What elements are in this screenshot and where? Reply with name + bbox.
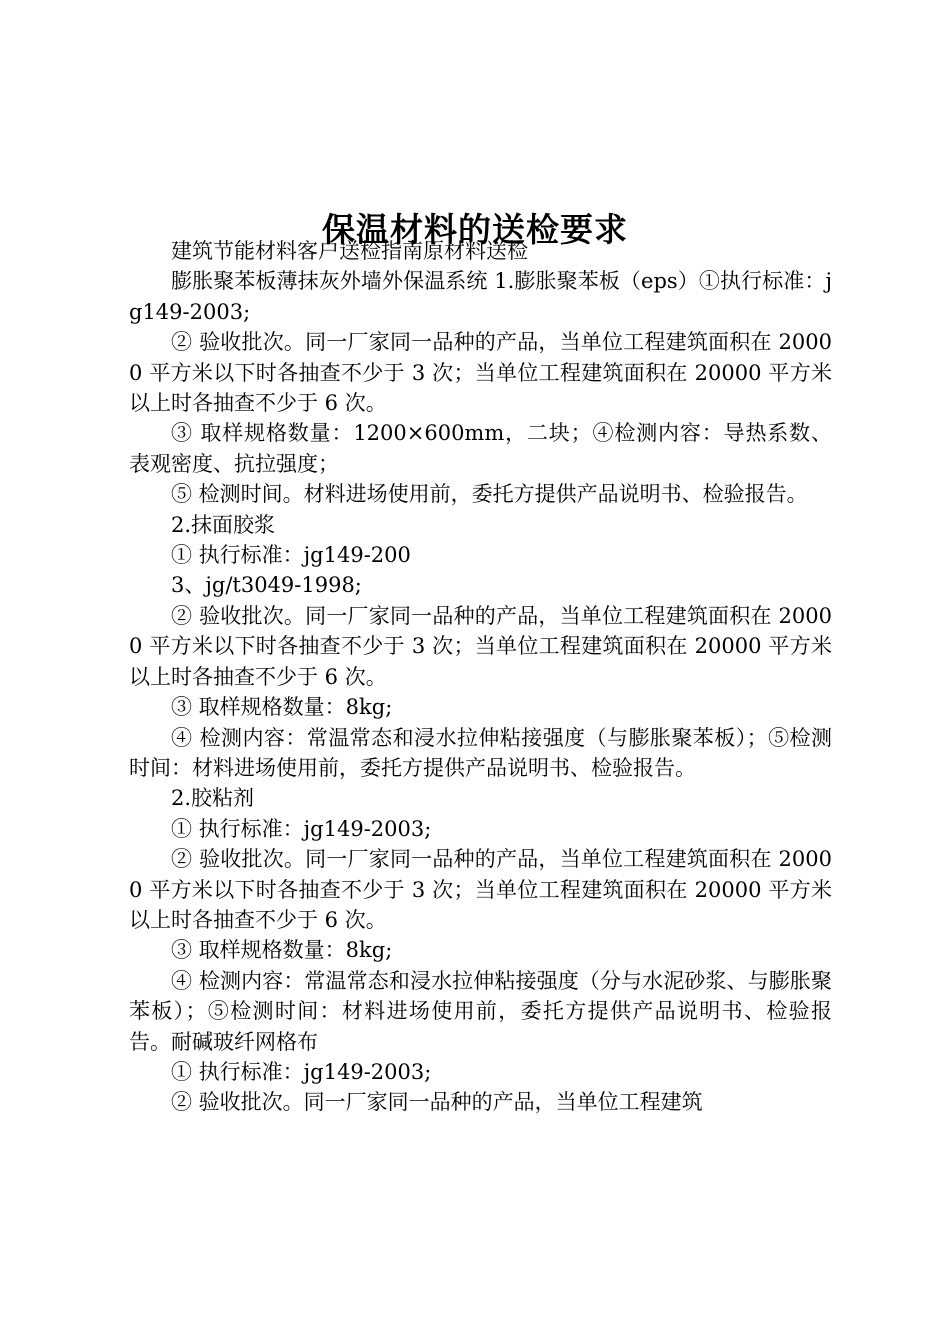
paragraph: ③ 取样规格数量：1200×600mm，二块；④检测内容：导热系数、表观密度、抗拉强度； <box>129 421 832 476</box>
paragraph: ③ 取样规格数量：8kg; <box>171 938 393 963</box>
document-title: 保温材料的送检要求 <box>322 210 628 250</box>
paragraph: ④ 检测内容：常温常态和浸水拉伸粘接强度（与膨胀聚苯板）；⑤检测时间：材料进场使用前，委托方提供产品说明书、检验报告。 <box>129 725 832 780</box>
paragraph: ② 验收批次。同一厂家同一品种的产品，当单位工程建筑 <box>171 1090 703 1115</box>
paragraph: 膨胀聚苯板薄抹灰外墙外保温系统 1.膨胀聚苯板（eps）①执行标准：jg149-2003; <box>129 269 832 324</box>
paragraph: 3、jg/t3049-1998; <box>171 573 362 598</box>
paragraph: ④ 检测内容：常温常态和浸水拉伸粘接强度（分与水泥砂浆、与膨胀聚苯板）；⑤检测时间：材料进场使用前，委托方提供产品说明书、检验报告。耐碱玻纤网格布 <box>129 968 832 1054</box>
paragraph: 建筑节能材料客户送检指南原材料送检 <box>171 239 528 263</box>
paragraph: 2.抹面胶浆 <box>171 512 276 537</box>
paragraph: ② 验收批次。同一厂家同一品种的产品，当单位工程建筑面积在 20000 平方米以下时各抽查不少于 3 次；当单位工程建筑面积在 20000 平方米以上时各抽查不少于 6 次。 <box>129 330 832 416</box>
document-body <box>129 236 832 1118</box>
paragraph: 2.胶粘剂 <box>171 786 255 811</box>
paragraph: ③ 取样规格数量：8kg; <box>171 695 393 720</box>
paragraph: ② 验收批次。同一厂家同一品种的产品，当单位工程建筑面积在 20000 平方米以下时各抽查不少于 3 次；当单位工程建筑面积在 20000 平方米以上时各抽查不少于 6 次。 <box>129 603 832 689</box>
paragraph: ② 验收批次。同一厂家同一品种的产品，当单位工程建筑面积在 20000 平方米以下时各抽查不少于 3 次；当单位工程建筑面积在 20000 平方米以上时各抽查不少于 6 次。 <box>129 847 832 932</box>
paragraph: ⑤ 检测时间。材料进场使用前，委托方提供产品说明书、检验报告。 <box>171 482 808 507</box>
paragraph: ① 执行标准：jg149-200 <box>171 543 411 568</box>
paragraph: ① 执行标准：jg149-2003; <box>171 1059 432 1084</box>
paragraph: ① 执行标准：jg149-2003; <box>171 816 432 841</box>
